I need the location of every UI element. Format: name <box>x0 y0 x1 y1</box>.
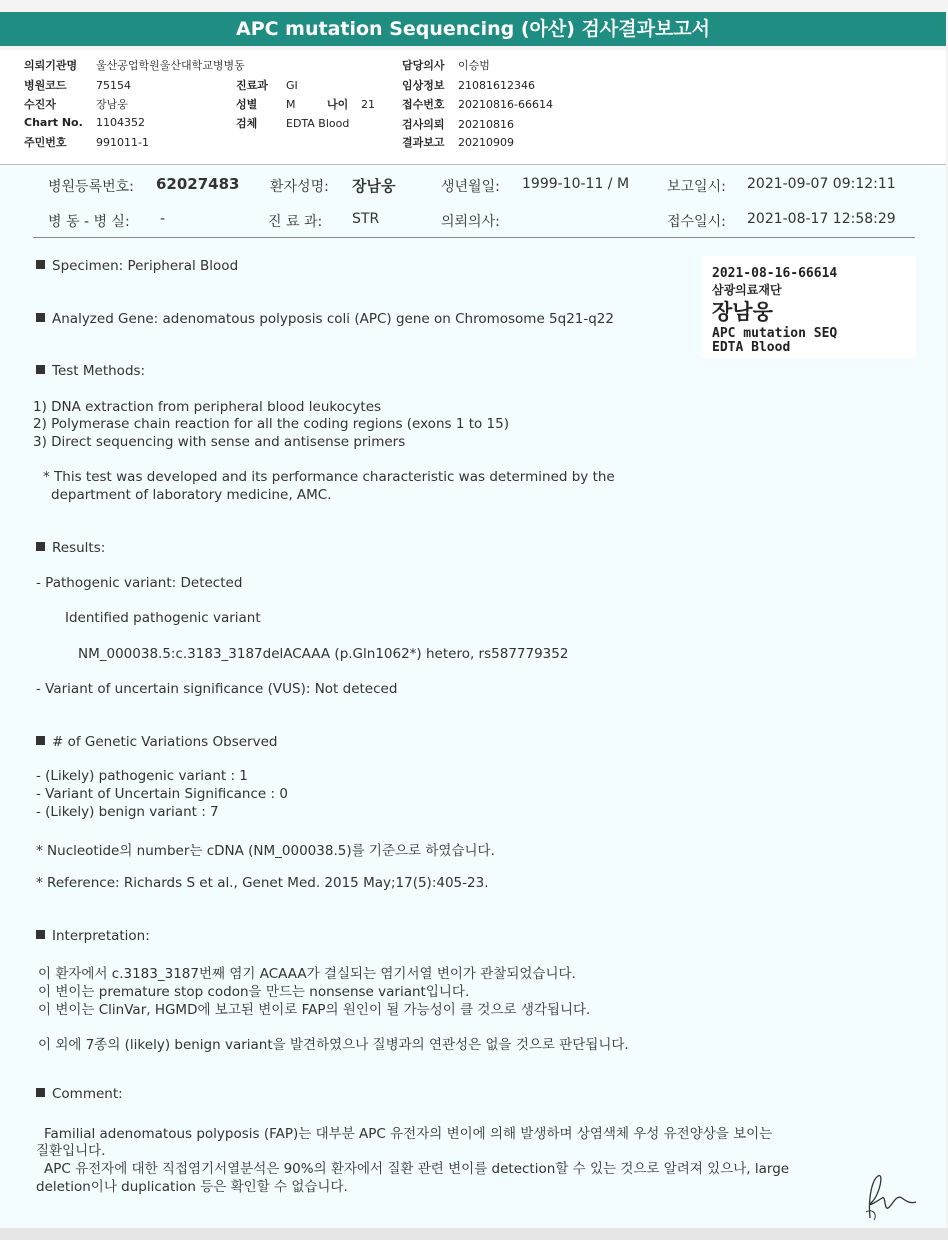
info-clinical <box>402 77 535 93</box>
info-value: 20210816 <box>458 118 514 131</box>
bullet-square-icon <box>36 736 45 745</box>
info-key: 진료과 <box>236 79 268 92</box>
received-time-label: 접수일시: <box>667 214 726 230</box>
dept-label: 진 료 과: <box>268 214 323 230</box>
dept-value: STR <box>352 211 380 227</box>
info-value: 장남웅 <box>96 98 128 111</box>
reference-note: * Reference: Richards S et al., Genet Med. 2015 May;17(5):405-23. <box>36 875 489 891</box>
info-value: M <box>286 98 296 111</box>
info-key: 나이 <box>327 98 349 111</box>
doctor-label: 의뢰의사: <box>441 214 500 230</box>
comment-1: Familial adenomatous polyposis (FAP)는 대부분 APC 유전자의 변이에 의해 발생하며 상염색체 우성 유전양상을 보이는 <box>44 1126 773 1142</box>
info-key: 주민번호 <box>24 136 67 149</box>
comment-3: APC 유전자에 대한 직접염기서열분석은 90%의 환자에서 질환 관련 변이를 detection할 수 있는 것으로 알려져 있으나, large <box>44 1161 790 1177</box>
divider <box>33 237 915 238</box>
method-note-1: * This test was developed and its performance characteristic was determined by the <box>43 469 615 485</box>
report-title: APC mutation Sequencing (아산) 검사결과보고서 <box>0 12 946 46</box>
interpretation-2: 이 변이는 premature stop codon을 만드는 nonsense variant입니다. <box>38 984 470 1000</box>
gene-text: Analyzed Gene: adenomatous polyposis coli (APC) gene on Chromosome 5q21-q22 <box>52 311 614 327</box>
observed-vus: - Variant of Uncertain Significance : 0 <box>36 786 288 802</box>
sticker-receipt-no: 2021-08-16-66614 <box>712 266 838 281</box>
nucleotide-note: * Nucleotide의 number는 cDNA (NM_000038.5)를 기준으로 하였습니다. <box>36 843 495 859</box>
info-key: 병원코드 <box>24 79 67 92</box>
info-value: EDTA Blood <box>286 117 350 130</box>
patient-name-label: 환자성명: <box>270 179 329 195</box>
observed-heading-text: # of Genetic Variations Observed <box>52 734 278 750</box>
dob-value: 1999-10-11 / M <box>522 176 630 192</box>
info-key: 접수번호 <box>402 98 445 111</box>
info-value: 20210816-66614 <box>458 98 553 111</box>
info-value: 21 <box>361 98 375 111</box>
received-time-value: 2021-08-17 12:58:29 <box>747 211 896 227</box>
info-value: 울산공업학원울산대학교병병동 <box>96 59 245 72</box>
info-value: 이승범 <box>458 59 490 72</box>
sticker-lab-name: 삼광의료재단 <box>712 283 782 297</box>
bullet-square-icon <box>36 930 45 939</box>
info-key: 임상정보 <box>402 79 445 92</box>
info-test-request <box>402 116 514 132</box>
comment-heading-text: Comment: <box>52 1086 123 1102</box>
bullet-square-icon <box>36 1088 45 1097</box>
method-3: 3) Direct sequencing with sense and antisense primers <box>33 434 406 450</box>
comment-heading <box>36 1086 123 1102</box>
reg-no-label: 병원등록번호: <box>48 179 134 195</box>
info-patient <box>24 96 128 112</box>
observed-pathogenic: - (Likely) pathogenic variant : 1 <box>36 768 248 784</box>
info-department <box>236 77 298 93</box>
bottom-strip <box>0 1228 948 1240</box>
ward-value: - <box>160 211 166 227</box>
info-key: 검체 <box>236 117 258 130</box>
bullet-square-icon <box>36 260 45 269</box>
results-heading <box>36 540 105 556</box>
patient-name-value: 장남웅 <box>352 177 396 195</box>
info-value: 75154 <box>96 79 131 92</box>
sticker-patient-name: 장남웅 <box>712 300 773 324</box>
gene-line <box>36 311 614 327</box>
interpretation-4: 이 외에 7종의 (likely) benign variant을 발견하였으나 질병과의 연관성은 없을 것으로 판단됩니다. <box>38 1037 629 1053</box>
info-value: GI <box>286 79 298 92</box>
interpretation-heading-text: Interpretation: <box>52 928 150 944</box>
info-key: 수진자 <box>24 98 56 111</box>
info-key: 결과보고 <box>402 136 445 149</box>
info-receipt-no <box>402 96 553 112</box>
method-1: 1) DNA extraction from peripheral blood leukocytes <box>33 399 382 415</box>
ward-label: 병 동 - 병 실: <box>48 214 130 230</box>
method-note-2: department of laboratory medicine, AMC. <box>51 487 332 503</box>
method-2: 2) Polymerase chain reaction for all the coding regions (exons 1 to 15) <box>33 416 509 432</box>
info-key: 의뢰기관명 <box>24 59 78 72</box>
interpretation-heading <box>36 928 150 944</box>
info-hospital-code <box>24 77 131 93</box>
sticker-specimen-type: EDTA Blood <box>712 340 791 355</box>
info-key: Chart No. <box>24 116 83 129</box>
bullet-square-icon <box>36 313 45 322</box>
info-result-report <box>402 134 514 150</box>
interpretation-3: 이 변이는 ClinVar, HGMD에 보고된 변이로 FAP의 원인이 될 가능성이 클 것으로 생각됩니다. <box>38 1002 591 1018</box>
info-value: 21081612346 <box>458 79 535 92</box>
info-key: 검사의뢰 <box>402 118 445 131</box>
bullet-square-icon <box>36 365 45 374</box>
specimen-sticker <box>702 256 916 358</box>
info-key: 담당의사 <box>402 59 445 72</box>
sticker-test-name: APC mutation SEQ <box>712 326 838 341</box>
info-institution <box>24 57 245 73</box>
comment-2: 질환입니다. <box>36 1143 106 1159</box>
specimen-line <box>36 258 238 274</box>
methods-heading <box>36 363 145 379</box>
variant-detail: NM_000038.5:c.3183_3187delACAAA (p.Gln1062*) hetero, rs587779352 <box>78 646 569 662</box>
reg-no-value: 62027483 <box>156 175 240 193</box>
info-key: 성별 <box>236 98 258 111</box>
info-resident-no <box>24 134 149 150</box>
report-time-value: 2021-09-07 09:12:11 <box>747 176 896 192</box>
info-chart-no <box>24 116 145 129</box>
report-time-label: 보고일시: <box>667 179 726 195</box>
info-sex <box>236 96 296 112</box>
methods-heading-text: Test Methods: <box>52 363 146 379</box>
comment-4: deletion이나 duplication 등은 확인할 수 없습니다. <box>36 1179 348 1195</box>
dob-label: 생년월일: <box>441 179 500 195</box>
signature-icon <box>858 1168 918 1226</box>
bullet-square-icon <box>36 542 45 551</box>
info-age <box>327 96 375 112</box>
observed-heading <box>36 734 277 750</box>
identified-heading: Identified pathogenic variant <box>65 610 261 626</box>
results-heading-text: Results: <box>52 540 106 556</box>
info-value: 1104352 <box>96 116 145 129</box>
observed-benign: - (Likely) benign variant : 7 <box>36 804 219 820</box>
vus-result: - Variant of uncertain significance (VUS): Not deteced <box>36 681 398 697</box>
info-physician <box>402 57 490 73</box>
info-value: 20210909 <box>458 136 514 149</box>
interpretation-1: 이 환자에서 c.3183_3187번째 염기 ACAAA가 결실되는 염기서열 변이가 관찰되었습니다. <box>38 966 576 982</box>
pathogenic-result: - Pathogenic variant: Detected <box>36 575 243 591</box>
info-specimen <box>236 115 349 131</box>
info-value: 991011-1 <box>96 136 149 149</box>
specimen-text: Specimen: Peripheral Blood <box>52 258 239 274</box>
order-info-box <box>0 50 946 165</box>
